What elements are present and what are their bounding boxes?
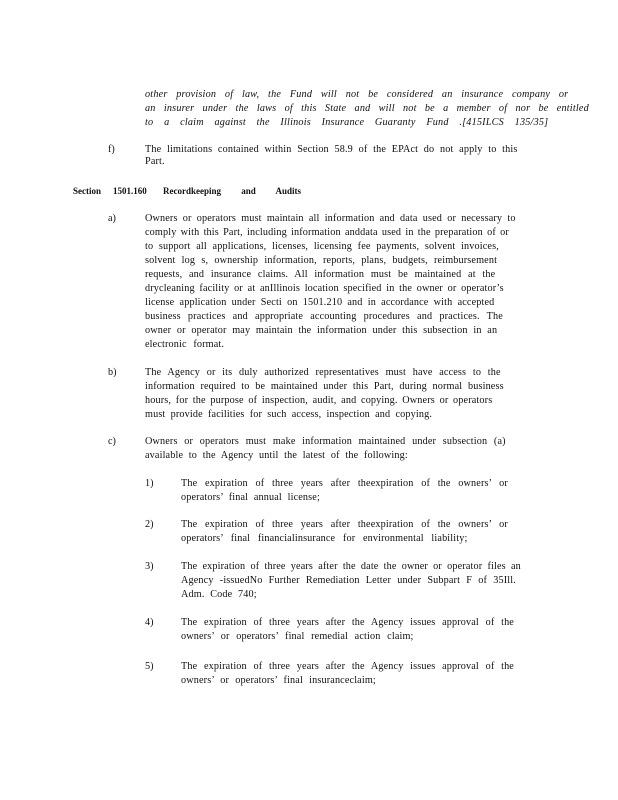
item-a-line-2: comply with this Part, including information anddata used in the preparation of or [145,227,509,238]
item-b-label: b) [108,367,117,378]
sub-item-3-line-3: Adm. Code 740; [181,589,257,600]
item-c-line-1: Owners or operators must make information maintained under subsection (a) [145,436,506,447]
item-b-line-1: The Agency or its duly authorized representatives must have access to the [145,367,501,378]
sub-item-5-label: 5) [145,661,154,672]
item-a-line-6: drycleaning facility or at anIllinois location specified in the owner or operator’s [145,283,504,294]
item-b-line-4: must provide facilities for such access, inspection and copying. [145,409,433,420]
sub-item-3-label: 3) [145,561,154,572]
sub-item-3-line-2: Agency -issuedNo Further Remediation Letter under Subpart F of 35Ill. [181,575,516,586]
item-a-line-3: to support all applications, licenses, licensing fee payments, solvent invoices, [145,241,499,252]
item-a-line-4: solvent log s, ownership information, reports, plans, budgets, reimbursement [145,255,498,266]
sub-item-1-line-1: The expiration of three years after theexpiration of the owners’ or [181,478,508,489]
sub-item-1-label: 1) [145,478,154,489]
item-a-line-5: requests, and insurance claims. All information must be maintained at the [145,269,496,280]
sub-item-2-label: 2) [145,519,154,530]
sub-item-1-line-2: operators’ final annual license; [181,492,320,503]
section-label: Section [73,186,101,196]
sub-item-4-line-2: owners’ or operators’ final remedial action claim; [181,631,414,642]
quote-line-3: to a claim against the Illinois Insurance Guaranty Fund .[415ILCS 135/35] [145,117,549,128]
item-c-line-2: available to the Agency until the latest of the following: [145,450,408,461]
item-a-line-8: business practices and appropriate accounting procedures and practices. The [145,311,503,322]
section-number: 1501.160 [113,186,147,196]
item-f-line-1: The limitations contained within Section 58.9 of the EPAct do not apply to this [145,144,518,155]
quote-line-2: an insurer under the laws of this State and will not be a member of nor be entitled [145,103,589,114]
item-a-line-10: electronic format. [145,339,225,350]
sub-item-4-label: 4) [145,617,154,628]
item-a-line-9: owner or operator may maintain the information under this subsection in an [145,325,498,336]
sub-item-2-line-2: operators’ final financialinsurance for environmental liability; [181,533,468,544]
item-b-line-3: hours, for the purpose of inspection, audit, and copying. Owners or operators [145,395,493,406]
item-b-line-2: information required to be maintained under this Part, during normal business [145,381,504,392]
item-c-label: c) [108,436,116,447]
quote-line-1: other provision of law, the Fund will not be considered an insurance company or [145,89,569,100]
sub-item-5-line-1: The expiration of three years after the Agency issues approval of the [181,661,514,672]
item-a-label: a) [108,213,116,224]
sub-item-4-line-1: The expiration of three years after the Agency issues approval of the [181,617,514,628]
item-a-line-7: license application under Secti on 1501.210 and in accordance with accepted [145,297,495,308]
item-f-label: f) [108,144,115,155]
sub-item-5-line-2: owners’ or operators’ final insuranceclaim; [181,675,376,686]
item-a-line-1: Owners or operators must maintain all information and data used or necessary to [145,213,516,224]
section-title: Recordkeeping and Audits [163,186,302,196]
item-f-line-2: Part. [145,156,165,167]
sub-item-2-line-1: The expiration of three years after theexpiration of the owners’ or [181,519,508,530]
sub-item-3-line-1: The expiration of three years after the date the owner or operator files an [181,561,521,572]
